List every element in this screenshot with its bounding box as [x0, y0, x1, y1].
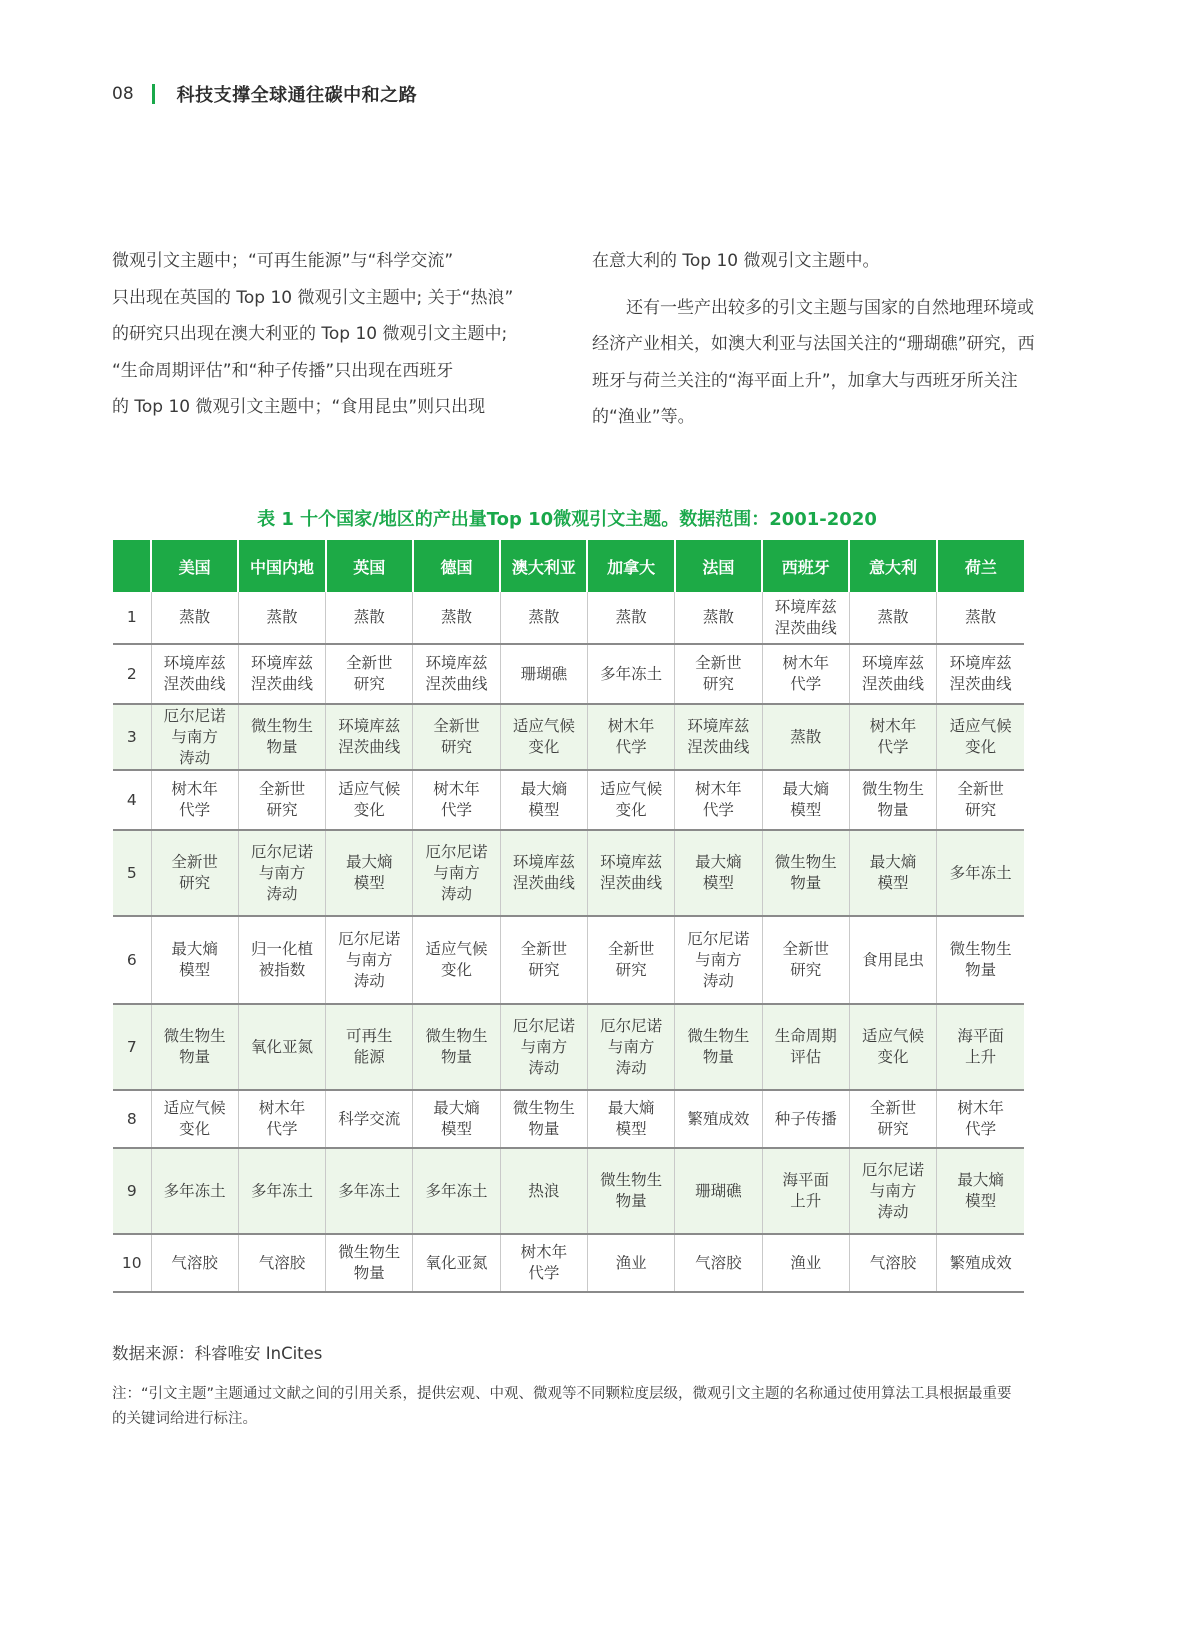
left-text-column	[112, 243, 552, 426]
topic-cell: 树木年 代学	[675, 770, 762, 830]
topic-cell: 树木年 代学	[151, 770, 238, 830]
topic-cell: 蒸散	[937, 592, 1024, 644]
rank-cell: 2	[113, 644, 151, 704]
topic-cell: 海平面 上升	[762, 1148, 849, 1234]
data-source: 数据来源：科睿唯安 InCites	[112, 1344, 323, 1363]
topic-cell: 厄尔尼诺 与南方 涛动	[238, 830, 325, 916]
header-cell: 西班牙	[762, 540, 849, 592]
header-cell: 英国	[326, 540, 413, 592]
topic-cell: 树木年 代学	[238, 1090, 325, 1148]
topic-cell: 蒸散	[762, 704, 849, 770]
header-cell: 美国	[151, 540, 238, 592]
topic-cell: 树木年 代学	[413, 770, 500, 830]
topic-cell: 多年冻土	[937, 830, 1024, 916]
topic-cell: 珊瑚礁	[675, 1148, 762, 1234]
topic-cell: 全新世 研究	[849, 1090, 936, 1148]
topic-cell: 微生物生 物量	[937, 916, 1024, 1004]
topic-cell: 环境库兹 涅茨曲线	[587, 830, 674, 916]
right-text-column	[592, 243, 1042, 436]
table-row	[113, 592, 1024, 644]
topic-cell: 厄尔尼诺 与南方 涛动	[326, 916, 413, 1004]
topic-cell: 环境库兹 涅茨曲线	[238, 644, 325, 704]
topic-cell: 最大熵 模型	[849, 830, 936, 916]
header-cell: 意大利	[849, 540, 936, 592]
topic-cell: 厄尔尼诺 与南方 涛动	[500, 1004, 587, 1090]
text-line: 在意大利的 Top 10 微观引文主题中。	[592, 251, 880, 271]
table-row	[113, 916, 1024, 1004]
rank-cell: 1	[113, 592, 151, 644]
footnote: 注：“引文主题”主题通过文献之间的引用关系，提供宏观、中观、微观等不同颗粒度层级，微观引文主题的名称通过使用算法工具根据最重要的关键词给进行标注。	[112, 1386, 1012, 1427]
rank-cell: 10	[113, 1234, 151, 1292]
topic-cell: 环境库兹 涅茨曲线	[849, 644, 936, 704]
rank-cell: 7	[113, 1004, 151, 1090]
topic-cell: 全新世 研究	[238, 770, 325, 830]
topic-cell: 氧化亚氮	[413, 1234, 500, 1292]
topic-cell: 气溶胶	[238, 1234, 325, 1292]
topic-cell: 适应气候 变化	[587, 770, 674, 830]
table-row	[113, 1234, 1024, 1292]
topic-cell: 厄尔尼诺 与南方 涛动	[849, 1148, 936, 1234]
topic-cell: 环境库兹 涅茨曲线	[675, 704, 762, 770]
topic-cell: 树木年 代学	[762, 644, 849, 704]
topic-cell: 全新世 研究	[762, 916, 849, 1004]
header-cell: 荷兰	[937, 540, 1024, 592]
topic-cell: 全新世 研究	[937, 770, 1024, 830]
topic-cell: 蒸散	[849, 592, 936, 644]
topic-cell: 最大熵 模型	[326, 830, 413, 916]
topic-cell: 适应气候 变化	[326, 770, 413, 830]
topic-cell: 树木年 代学	[937, 1090, 1024, 1148]
topic-cell: 蒸散	[675, 592, 762, 644]
topic-cell: 环境库兹 涅茨曲线	[762, 592, 849, 644]
topic-cell: 繁殖成效	[675, 1090, 762, 1148]
topic-cell: 最大熵 模型	[413, 1090, 500, 1148]
table-row	[113, 644, 1024, 704]
topic-cell: 厄尔尼诺 与南方 涛动	[587, 1004, 674, 1090]
topic-cell: 多年冻土	[326, 1148, 413, 1234]
topic-cell: 厄尔尼诺 与南方 涛动	[675, 916, 762, 1004]
topic-cell: 适应气候 变化	[500, 704, 587, 770]
topic-cell: 树木年 代学	[849, 704, 936, 770]
topic-cell: 多年冻土	[151, 1148, 238, 1234]
table-caption: 表 1 十个国家/地区的产出量Top 10微观引文主题。数据范围：2001-2020	[257, 509, 877, 530]
header-cell: 中国内地	[238, 540, 325, 592]
topic-cell: 环境库兹 涅茨曲线	[151, 644, 238, 704]
topic-cell: 可再生 能源	[326, 1004, 413, 1090]
topic-cell: 气溶胶	[151, 1234, 238, 1292]
table-row	[113, 704, 1024, 770]
topic-cell: 全新世 研究	[500, 916, 587, 1004]
header-divider	[152, 84, 155, 104]
topic-cell: 全新世 研究	[587, 916, 674, 1004]
topic-cell: 微生物生 物量	[849, 770, 936, 830]
topic-cell: 蒸散	[413, 592, 500, 644]
topic-cell: 全新世 研究	[326, 644, 413, 704]
topic-cell: 归一化植 被指数	[238, 916, 325, 1004]
topic-cell: 适应气候 变化	[151, 1090, 238, 1148]
topic-cell: 最大熵 模型	[937, 1148, 1024, 1234]
table-row	[113, 770, 1024, 830]
topic-cell: 全新世 研究	[151, 830, 238, 916]
topic-cell: 气溶胶	[849, 1234, 936, 1292]
rank-cell: 6	[113, 916, 151, 1004]
topic-cell: 珊瑚礁	[500, 644, 587, 704]
topic-cell: 最大熵 模型	[151, 916, 238, 1004]
topic-cell: 树木年 代学	[500, 1234, 587, 1292]
topic-cell: 最大熵 模型	[587, 1090, 674, 1148]
topic-cell: 微生物生 物量	[587, 1148, 674, 1234]
topic-cell: 蒸散	[326, 592, 413, 644]
topic-cell: 科学交流	[326, 1090, 413, 1148]
header-cell: 加拿大	[587, 540, 674, 592]
topic-cell: 全新世 研究	[413, 704, 500, 770]
topic-cell: 微生物生 物量	[413, 1004, 500, 1090]
topic-cell: 热浪	[500, 1148, 587, 1234]
header-cell: 德国	[413, 540, 500, 592]
topic-cell: 适应气候 变化	[849, 1004, 936, 1090]
text-line: 微观引文主题中；“可再生能源”与“科学交流”	[112, 251, 454, 271]
topic-cell: 生命周期 评估	[762, 1004, 849, 1090]
header-cell: 澳大利亚	[500, 540, 587, 592]
rank-cell: 8	[113, 1090, 151, 1148]
topic-cell: 环境库兹 涅茨曲线	[326, 704, 413, 770]
topic-cell: 最大熵 模型	[762, 770, 849, 830]
text-paragraph: 还有一些产出较多的引文主题与国家的自然地理环境或经济产业相关，如澳大利亚与法国关注的“珊瑚礁”研究，西班牙与荷兰关注的“海平面上升”，加拿大与西班牙所关注的“渔业”等。	[592, 297, 1035, 427]
topic-cell: 适应气候 变化	[937, 704, 1024, 770]
topic-cell: 海平面 上升	[937, 1004, 1024, 1090]
topic-cell: 食用昆虫	[849, 916, 936, 1004]
topics-table	[113, 540, 1024, 1293]
topic-cell: 厄尔尼诺 与南方 涛动	[413, 830, 500, 916]
topic-cell: 微生物生 物量	[238, 704, 325, 770]
topic-cell: 渔业	[587, 1234, 674, 1292]
topic-cell: 氧化亚氮	[238, 1004, 325, 1090]
topic-cell: 微生物生 物量	[762, 830, 849, 916]
topic-cell: 蒸散	[500, 592, 587, 644]
topic-cell: 厄尔尼诺 与南方 涛动	[151, 704, 238, 770]
topic-cell: 微生物生 物量	[500, 1090, 587, 1148]
header-cell: 法国	[675, 540, 762, 592]
topic-cell: 多年冻土	[587, 644, 674, 704]
topic-cell: 适应气候 变化	[413, 916, 500, 1004]
table-header-row	[113, 540, 1024, 592]
page-number: 08	[112, 84, 134, 104]
topic-cell: 微生物生 物量	[151, 1004, 238, 1090]
table-row	[113, 1004, 1024, 1090]
topic-cell: 繁殖成效	[937, 1234, 1024, 1292]
topic-cell: 环境库兹 涅茨曲线	[500, 830, 587, 916]
topic-cell: 全新世 研究	[675, 644, 762, 704]
topic-cell: 微生物生 物量	[326, 1234, 413, 1292]
chapter-title: 科技支撑全球通往碳中和之路	[176, 85, 418, 106]
text-line: 只出现在英国的 Top 10 微观引文主题中; 关于“热浪”	[112, 287, 514, 308]
text-line: 的研究只出现在澳大利亚的 Top 10 微观引文主题中;	[112, 324, 508, 344]
topic-cell: 蒸散	[238, 592, 325, 644]
rank-cell: 3	[113, 704, 151, 770]
rank-cell: 4	[113, 770, 151, 830]
table-row	[113, 830, 1024, 916]
topic-cell: 多年冻土	[413, 1148, 500, 1234]
topic-cell: 最大熵 模型	[675, 830, 762, 916]
topic-cell: 环境库兹 涅茨曲线	[413, 644, 500, 704]
rank-cell: 5	[113, 830, 151, 916]
topic-cell: 微生物生 物量	[675, 1004, 762, 1090]
text-line: 的 Top 10 微观引文主题中；“食用昆虫”则只出现	[112, 397, 486, 417]
page-header	[112, 80, 417, 108]
topic-cell: 树木年 代学	[587, 704, 674, 770]
rank-cell: 9	[113, 1148, 151, 1234]
text-line: “生命周期评估”和“种子传播”只出现在西班牙	[112, 360, 454, 381]
topic-cell: 最大熵 模型	[500, 770, 587, 830]
topic-cell: 多年冻土	[238, 1148, 325, 1234]
topic-cell: 蒸散	[587, 592, 674, 644]
topic-cell: 渔业	[762, 1234, 849, 1292]
topic-cell: 气溶胶	[675, 1234, 762, 1292]
header-cell	[113, 540, 151, 592]
topic-cell: 种子传播	[762, 1090, 849, 1148]
table-row	[113, 1148, 1024, 1234]
topic-cell: 环境库兹 涅茨曲线	[937, 644, 1024, 704]
topic-cell: 蒸散	[151, 592, 238, 644]
table-row	[113, 1090, 1024, 1148]
